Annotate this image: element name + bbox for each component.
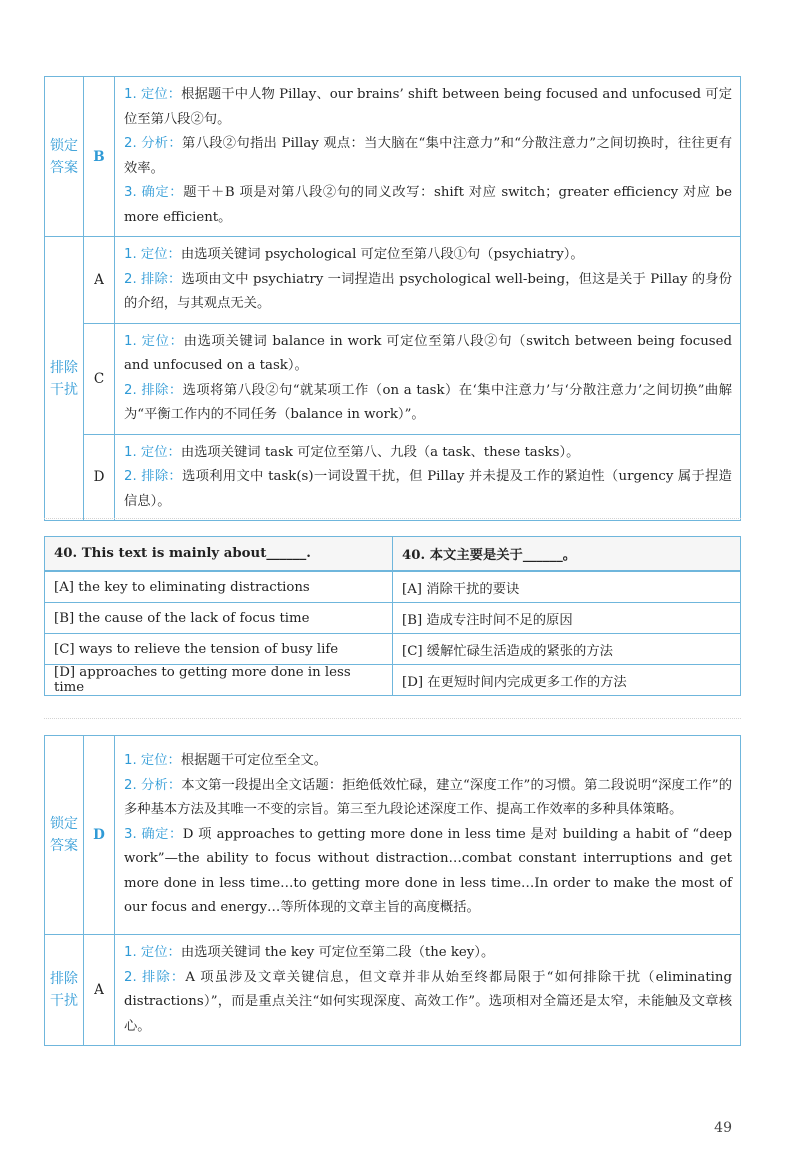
option-content: 1. 定位：由选项关键词 the key 可定位至第二段（the key）。 2. 排除：A 项虽涉及文章关键信息，但文章并非从始至终都局限于“如何排除干扰（eliminating distractions）”，而是重点关注“如何实现深度、高效工作”。选项相对全篇还是太窄，未能触及文章核心。 [115, 935, 741, 1046]
choice-row [45, 603, 741, 634]
choice-zh: [B] 造成专注时间不足的原因 [393, 603, 741, 634]
lock-answer-letter: B [84, 77, 115, 237]
lock-answer-label: 锁定 答案 [45, 736, 84, 935]
lock-answer-row [45, 736, 741, 935]
choice-row [45, 665, 741, 696]
question-table-q40 [44, 536, 741, 696]
option-letter: D [84, 434, 115, 521]
analysis-line: 1. 定位：根据题干中人物 Pillay、our brains’ shift between being focused and unfocused 可定位至第八段②句。 [124, 87, 732, 127]
choice-en: [D] approaches to getting more done in less time [45, 665, 393, 696]
lock-answer-row [45, 77, 741, 237]
option-letter: A [84, 237, 115, 324]
exclude-row-a [45, 935, 741, 1046]
choice-en: [A] the key to eliminating distractions [45, 571, 393, 603]
analysis-line: 3. 确定：题干＋B 项是对第八段②句的同义改写：shift 对应 switch；greater efficiency 对应 be more efficient。 [124, 185, 732, 225]
lock-answer-letter: D [84, 736, 115, 935]
choice-en: [C] ways to relieve the tension of busy life [45, 634, 393, 665]
choice-zh: [D] 在更短时间内完成更多工作的方法 [393, 665, 741, 696]
lock-answer-content [115, 77, 741, 237]
exclude-row-d [45, 434, 741, 521]
option-content: 1. 定位：由选项关键词 task 可定位至第八、九段（a task、these tasks）。 2. 排除：选项利用文中 task(s)一词设置干扰，但 Pillay 并未提及工作的紧迫性（urgency 属于捏造信息）。 [115, 434, 741, 521]
option-letter: C [84, 323, 115, 434]
option-content: 1. 定位：由选项关键词 psychological 可定位至第八段①句（psychiatry）。 2. 排除：选项由文中 psychiatry 一词捏造出 psychological well-being，但这是关于 Pillay 的身份的介绍，与其观点无关。 [115, 237, 741, 324]
exclude-row-a [45, 237, 741, 324]
analysis-line: 2. 分析：第八段②句指出 Pillay 观点：当大脑在“集中注意力”和“分散注意力”之间切换时，往往更有效率。 [124, 136, 732, 176]
question-zh-title: 40. 本文主要是关于______。 [393, 537, 741, 572]
question-header-row [45, 537, 741, 572]
lock-answer-content: 1. 定位：根据题干可定位至全文。 2. 分析：本文第一段提出全文话题：拒绝低效忙碌，建立“深度工作”的习惯。第二段说明“深度工作”的多种基本方法及其唯一不变的宗旨。第三至九段论述深度工作、提高工作效率的多种具体策略。 3. 确定：D 项 approaches to getting more done in less time 是对 building a habit of “deep work”—the ability to focus without distraction…combat constant interruptions and get more done in less time…to getting more done in less time…In order to make the most of our focus and energy…等所体现的文章主旨的高度概括。 [115, 736, 741, 935]
page-number: 49 [714, 1120, 732, 1136]
choice-zh: [A] 消除干扰的要诀 [393, 571, 741, 603]
choice-row [45, 571, 741, 603]
exclude-label: 排除 干扰 [45, 935, 84, 1046]
option-content: 1. 定位：由选项关键词 balance in work 可定位至第八段②句（switch between being focused and unfocused on a task）。 2. 排除：选项将第八段②句“就某项工作（on a task）在‘集中注意力’与‘分散注意力’之间切换”曲解为“平衡工作内的不同任务（balance in work）”。 [115, 323, 741, 434]
choice-en: [B] the cause of the lack of focus time [45, 603, 393, 634]
analysis-table-q39 [44, 76, 741, 521]
question-en-title: 40. This text is mainly about______. [45, 537, 393, 572]
exclude-label: 排除 干扰 [45, 237, 84, 521]
divider [44, 718, 741, 719]
choice-row [45, 634, 741, 665]
option-letter: A [84, 935, 115, 1046]
choice-zh: [C] 缓解忙碌生活造成的紧张的方法 [393, 634, 741, 665]
exclude-row-c [45, 323, 741, 434]
divider [44, 518, 741, 519]
lock-answer-label: 锁定 答案 [45, 77, 84, 237]
analysis-table-q40 [44, 735, 741, 1046]
